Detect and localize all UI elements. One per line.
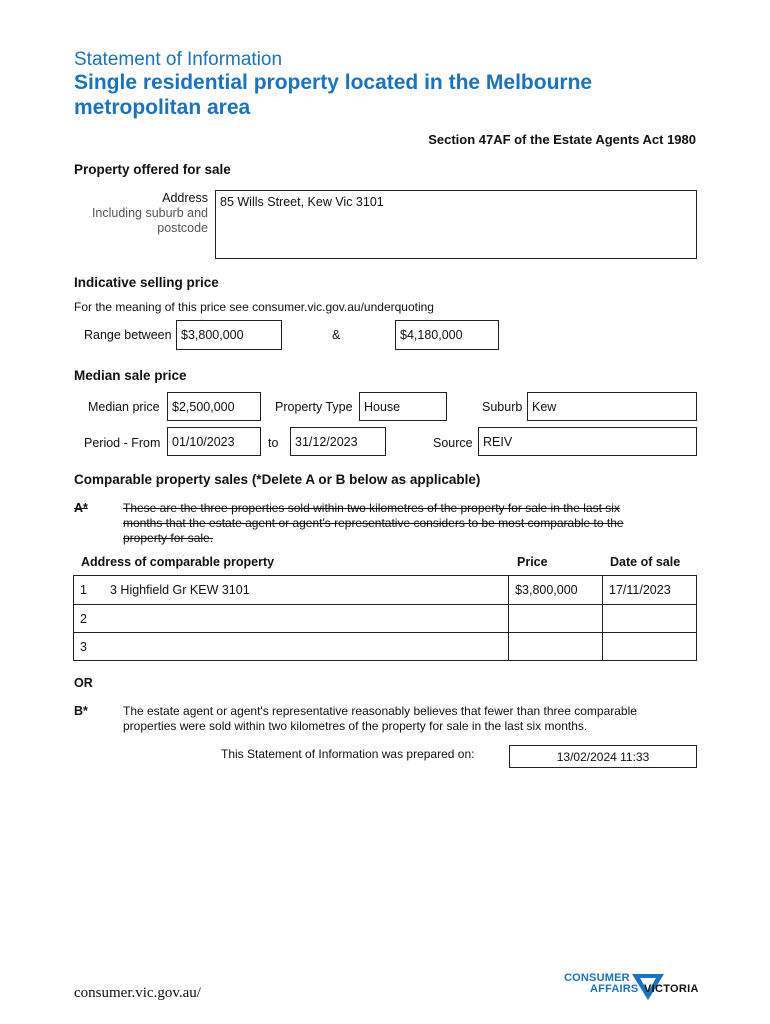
option-a-text-2: months that the estate agent or agent's representative considers to be most comparable to the — [123, 516, 624, 530]
logo-victoria: VICTORIA — [644, 983, 699, 995]
period-from-field[interactable]: 01/10/2023 — [167, 427, 261, 456]
period-to-field[interactable]: 31/12/2023 — [290, 427, 386, 456]
logo-affairs: AFFAIRS — [590, 983, 639, 995]
row-number: 3 — [80, 639, 87, 654]
address-field[interactable]: 85 Wills Street, Kew Vic 3101 — [215, 190, 697, 259]
comp-date[interactable]: 17/11/2023 — [603, 576, 697, 605]
comp-price[interactable] — [509, 633, 603, 661]
comp-address-cell[interactable] — [74, 605, 509, 633]
source-field[interactable]: REIV — [478, 427, 697, 456]
comp-address: 3 Highfield Gr KEW 3101 — [110, 583, 250, 597]
comp-date[interactable] — [603, 633, 697, 661]
or-label: OR — [74, 676, 93, 690]
row-number: 2 — [80, 611, 87, 626]
table-row — [74, 576, 697, 605]
page-title-line1: Single residential property located in the Melbourne — [74, 71, 593, 94]
range-label: Range between — [84, 328, 172, 342]
prepared-label: This Statement of Information was prepared on: — [221, 747, 475, 761]
option-a-text-1: These are the three properties sold within two kilometres of the property for sale in the last six — [123, 501, 620, 515]
address-label: Address — [162, 191, 208, 205]
median-heading: Median sale price — [74, 368, 187, 383]
doc-type: Statement of Information — [74, 49, 283, 70]
option-a-text-3: property for sale. — [123, 531, 214, 545]
period-from-label: Period - From — [84, 436, 161, 450]
median-price-label: Median price — [88, 400, 160, 414]
suburb-field[interactable]: Kew — [527, 392, 697, 421]
source-label: Source — [433, 436, 473, 450]
col-price-header: Price — [517, 555, 548, 569]
comparable-heading: Comparable property sales (*Delete A or B below as applicable) — [74, 472, 481, 487]
col-address-header: Address of comparable property — [81, 555, 275, 569]
comp-price[interactable] — [509, 605, 603, 633]
logo-consumer: CONSUMER — [564, 972, 630, 984]
property-type-label: Property Type — [275, 400, 353, 414]
option-a-marker: A* — [74, 501, 88, 515]
price-note: For the meaning of this price see consumer.vic.gov.au/underquoting — [74, 300, 434, 314]
table-row — [74, 605, 697, 633]
table-row — [74, 633, 697, 661]
period-to-label: to — [268, 436, 279, 450]
footer-url[interactable]: consumer.vic.gov.au/ — [74, 985, 201, 1001]
comp-address-cell[interactable] — [74, 576, 509, 605]
row-number: 1 — [80, 583, 87, 597]
comp-price[interactable]: $3,800,000 — [509, 576, 603, 605]
col-date-header: Date of sale — [610, 555, 681, 569]
price-low-field[interactable]: $3,800,000 — [176, 320, 282, 350]
section-reference: Section 47AF of the Estate Agents Act 1980 — [428, 132, 696, 147]
comp-date[interactable] — [603, 605, 697, 633]
price-high-field[interactable]: $4,180,000 — [395, 320, 499, 350]
property-type-field[interactable]: House — [359, 392, 447, 421]
option-b-text-2: properties were sold within two kilometres of the property for sale in the last six months. — [123, 719, 588, 733]
page-title-line2: metropolitan area — [74, 96, 251, 119]
property-heading: Property offered for sale — [74, 162, 231, 177]
range-ampersand: & — [332, 328, 341, 342]
price-heading: Indicative selling price — [74, 275, 219, 290]
median-price-field[interactable]: $2,500,000 — [167, 392, 261, 421]
address-hint-1: Including suburb and — [91, 206, 208, 220]
suburb-label: Suburb — [482, 400, 523, 414]
comparable-table — [73, 575, 697, 661]
comp-address-cell[interactable] — [74, 633, 509, 661]
consumer-affairs-logo — [564, 970, 704, 1004]
option-b-text-1: The estate agent or agent's representative reasonably believes that fewer than three comparable — [123, 704, 637, 718]
address-hint-2: postcode — [157, 221, 208, 235]
prepared-date-field[interactable]: 13/02/2024 11:33 — [509, 745, 697, 768]
option-b-marker: B* — [74, 704, 88, 718]
